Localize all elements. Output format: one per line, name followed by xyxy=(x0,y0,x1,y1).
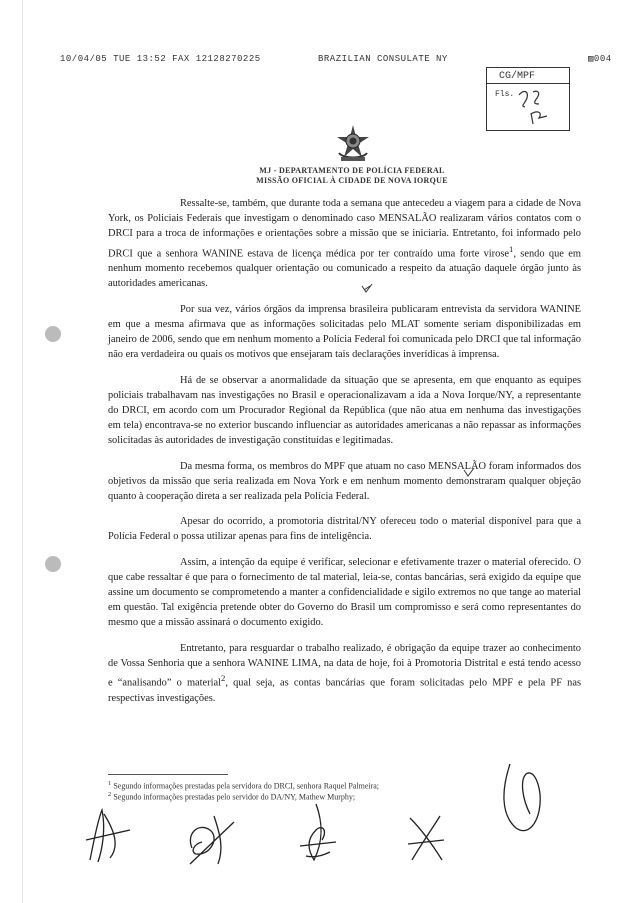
footnote-2-text: Segundo informações prestadas pelo servidor do DA/NY, Mathew Murphy; xyxy=(113,792,356,802)
punch-hole-bottom xyxy=(45,556,61,572)
paragraph-2: Por sua vez, vários órgãos da imprensa brasileira publicaram entrevista da servidora WANINE em que a mesma afirmava que as informações solicitadas pelo MLAT somente seriam disponibilizadas em janeiro de 2006, sendo que em nenhum momento a Polícia Federal foi comunicada pelo DRCI que tal informação não era verdadeira ou quais os motivos que ensejaram tais declarações inverídicas à imprensa. xyxy=(108,303,581,361)
paragraph-6: Assim, a intenção da equipe é verificar, selecionar e efetivamente trazer o material oferecido. O que cabe ressaltar é que para o fornecimento de tal material, leia-se, contas bancárias, será exigido da equipe que assine um documento se comprometendo a manter a confidencialidade e sigilo extremos no que tange ao material em questão. Tal exigência pretende obter do Governo do Brasil um compromisso e será como representantes do mesmo que a missão assinará o documento exigido. xyxy=(108,556,581,629)
stamp-handwriting xyxy=(487,68,569,130)
signature-1 xyxy=(80,800,140,870)
document-body xyxy=(108,196,581,716)
stamp-fls-label: Fls. xyxy=(495,90,515,99)
footnote-ref-2: 2 xyxy=(221,672,226,683)
paragraph-7 xyxy=(108,641,581,706)
paragraph-1-text: Ressalte-se, também, que durante toda a semana que antecedeu a viagem para a cidade de Nova York, os Policiais Federais que investigam o denominado caso MENSALÃO realizaram vários contatos com o DRCI para a troca de informações e orientações sobre a missão que se iniciaria. Entretanto, foi informado pelo DRCI que a senhora WANINE estava de licença médica por ter contraído uma forte virose xyxy=(108,198,581,260)
brazil-coat-of-arms-icon xyxy=(333,123,373,163)
footnote-1-text: Segundo informações prestadas pela servidora do DRCI, senhora Raquel Palmeira; xyxy=(113,781,380,791)
punch-hole-top xyxy=(45,326,61,342)
signature-5 xyxy=(492,758,562,842)
margin-check-mark-2 xyxy=(462,466,476,478)
paragraph-1-text-cont: , sendo que em nenhum momento recebemos qualquer orientação ou comunicado a respeito da atuação daquele órgão junto às autoridades americanas. xyxy=(108,248,581,290)
paragraph-7-text: Entretanto, para resguardar o trabalho realizado, é obrigação da equipe trazer ao conhecimento de Vossa Senhoria que a senhora WANINE LIMA, na data de hoje, foi à Promotoria Distrital e está tendo acesso e “analisando” o material xyxy=(108,642,581,689)
stamp-title: CG/MPF xyxy=(487,68,569,84)
footnote-ref-1: 1 xyxy=(508,243,514,254)
fax-page-icon: ▨ xyxy=(588,54,594,64)
footnote-2-number: 2 xyxy=(108,791,112,798)
signature-2 xyxy=(180,808,240,870)
signature-4 xyxy=(404,810,448,866)
paragraph-7-text-cont: , qual seja, as contas bancárias que foram solicitadas pelo MPF e pela PF nas respectivas investigações. xyxy=(108,677,581,704)
letterhead-mission: MISSÃO OFICIAL À CIDADE DE NOVA IORQUE xyxy=(256,176,448,185)
protocol-stamp xyxy=(486,67,570,131)
paragraph-5: Apesar do ocorrido, a promotoria distrital/NY ofereceu todo o material disponível para que a Polícia Federal o possa utilizar apenas para fins de inteligência. xyxy=(108,516,581,543)
letterhead-department: MJ - DEPARTAMENTO DE POLÍCIA FEDERAL xyxy=(259,166,445,175)
fax-header-left: 10/04/05 TUE 13:52 FAX 12128270225 xyxy=(60,54,261,64)
signature-3 xyxy=(292,800,342,868)
footnote-separator xyxy=(108,774,228,775)
fax-page-number-text: 004 xyxy=(593,54,612,64)
page-edge-shadow xyxy=(22,0,23,903)
footnote-1-number: 1 xyxy=(108,780,112,787)
paragraph-3: Há de se observar a anormalidade da situação que se apresenta, em que enquanto as equipes policiais trabalhavam nas investigações no Brasil e operacionalizavam a ida a Nova Iorque/NY, a representante do DRCI, em acordo com um Procurador Regional da República (que não atua em nenhuma das investigações em tela) encontrava-se no exterior buscando influenciar as autoridades americanas a não repassar as informações solicitadas às autoridades de investigação constituídas e legitimadas. xyxy=(108,374,581,447)
paragraph-1 xyxy=(108,196,581,292)
margin-check-mark-1 xyxy=(360,282,374,294)
fax-page-number xyxy=(588,54,612,64)
fax-header-sender: BRAZILIAN CONSULATE NY xyxy=(318,54,448,64)
paragraph-4: Da mesma forma, os membros do MPF que atuam no caso MENSALÃO foram informados dos objetivos da missão que seria realizada em Nova York e em nenhum momento demonstraram qualquer objeção quanto à cooperação direta a ser realizada pela Polícia Federal. xyxy=(108,460,581,502)
